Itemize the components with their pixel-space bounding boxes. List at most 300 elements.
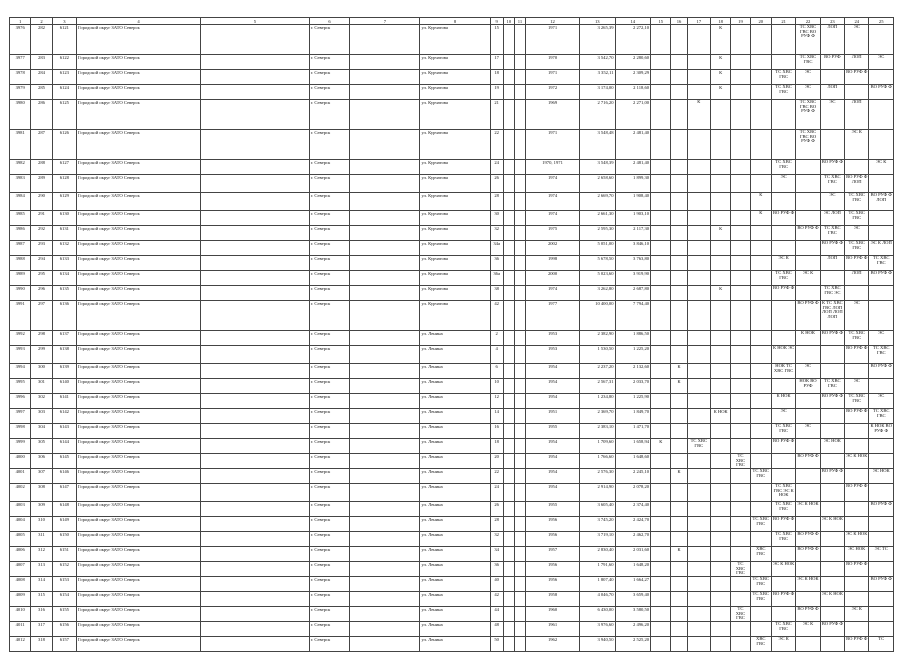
cell-col-3: 6127 (52, 160, 76, 175)
cell-col-4: Городской округ ЗАТО Северск (77, 160, 201, 175)
cell-col-7 (350, 454, 420, 469)
table-row (10, 532, 894, 547)
cell-col-24: ВО РУФ Ф (845, 70, 869, 85)
cell-col-2: 294 (31, 256, 52, 271)
cell-col-8: ул. Ленина (420, 379, 490, 394)
cell-col-15 (651, 364, 671, 379)
cell-col-15 (651, 55, 671, 70)
cell-col-2: 312 (31, 547, 52, 562)
cell-col-11 (514, 394, 525, 409)
cell-col-3: 6131 (52, 226, 76, 241)
cell-col-24 (845, 502, 869, 517)
cell-col-14: 1 658,94 (615, 439, 651, 454)
cell-col-14: 3 659,40 (615, 592, 651, 607)
cell-col-8: ул. Курчатова (420, 226, 490, 241)
cell-col-19 (731, 469, 750, 484)
cell-col-11 (514, 364, 525, 379)
cell-col-3: 6125 (52, 100, 76, 130)
cell-col-12: 1954 (526, 364, 580, 379)
cell-col-14: 1 648,60 (615, 454, 651, 469)
cell-col-1: 3993 (10, 346, 31, 364)
cell-col-8: ул. Ленина (420, 607, 490, 622)
cell-col-2: 291 (31, 211, 52, 226)
cell-col-25: ЭС К (869, 160, 894, 175)
cell-col-4: Городской округ ЗАТО Северск (77, 517, 201, 532)
cell-col-15 (651, 331, 671, 346)
cell-col-23 (820, 409, 844, 424)
table-row (10, 547, 894, 562)
table-row (10, 70, 894, 85)
cell-col-23: ВО РУФ Ф (820, 241, 844, 256)
cell-col-1: 3987 (10, 241, 31, 256)
cell-col-23 (820, 607, 844, 622)
cell-col-18 (711, 364, 731, 379)
cell-col-9: 34а (490, 241, 503, 256)
cell-col-23: ВО РУФ Ф (820, 160, 844, 175)
cell-col-17 (687, 211, 710, 226)
cell-col-13: 5 051,00 (579, 241, 615, 256)
cell-col-12: 1951 (526, 409, 580, 424)
cell-col-23: ЛОП (820, 256, 844, 271)
table-row (10, 193, 894, 211)
cell-col-5 (200, 562, 309, 577)
cell-col-6: г. Северск (309, 364, 350, 379)
cell-col-11 (514, 439, 525, 454)
cell-col-6: г. Северск (309, 517, 350, 532)
cell-col-9: 42 (490, 301, 503, 331)
cell-col-16 (671, 160, 687, 175)
cell-col-3: 6134 (52, 271, 76, 286)
cell-col-10 (503, 55, 514, 70)
cell-col-20 (750, 607, 771, 622)
cell-col-9: 18 (490, 439, 503, 454)
cell-col-15 (651, 160, 671, 175)
cell-col-24 (845, 286, 869, 301)
cell-col-23: ЛОП (820, 25, 844, 55)
cell-col-24: ВО РУФ Ф (845, 346, 869, 364)
cell-col-25: ЭС (869, 394, 894, 409)
cell-col-10 (503, 469, 514, 484)
cell-col-8: ул. Ленина (420, 346, 490, 364)
cell-col-20 (750, 55, 771, 70)
cell-col-16 (671, 193, 687, 211)
cell-col-6: г. Северск (309, 394, 350, 409)
cell-col-19 (731, 364, 750, 379)
cell-col-21: К НОК (771, 394, 795, 409)
cell-col-10 (503, 346, 514, 364)
cell-col-5 (200, 547, 309, 562)
cell-col-18: К НОК (711, 409, 731, 424)
cell-col-23 (820, 637, 844, 652)
cell-col-2: 303 (31, 409, 52, 424)
cell-col-9: 24 (490, 160, 503, 175)
cell-col-9: 18 (490, 70, 503, 85)
cell-col-7 (350, 364, 420, 379)
cell-col-25 (869, 484, 894, 502)
cell-col-5 (200, 193, 309, 211)
table-row (10, 271, 894, 286)
cell-col-22: ЭС К НОК (796, 502, 820, 517)
cell-col-21: ВО РУФ Ф (771, 517, 795, 532)
cell-col-11 (514, 226, 525, 241)
cell-col-13: 2 669,70 (579, 193, 615, 211)
cell-col-5 (200, 454, 309, 469)
cell-col-2: 313 (31, 562, 52, 577)
cell-col-8: ул. Курчатова (420, 130, 490, 160)
cell-col-10 (503, 193, 514, 211)
cell-col-13: 3 262,80 (579, 286, 615, 301)
cell-col-7 (350, 226, 420, 241)
cell-col-22 (796, 592, 820, 607)
cell-col-8: ул. Ленина (420, 409, 490, 424)
cell-col-20 (750, 379, 771, 394)
cell-col-21: ТС ХВС ГВС (771, 85, 795, 100)
cell-col-12: 1954 (526, 484, 580, 502)
cell-col-25: ЭС К ЛОП (869, 241, 894, 256)
cell-col-13: 1 234,80 (579, 394, 615, 409)
cell-col-1: 4000 (10, 454, 31, 469)
cell-col-6: г. Северск (309, 25, 350, 55)
cell-col-12: 1955 (526, 502, 580, 517)
cell-col-15 (651, 424, 671, 439)
cell-col-24 (845, 160, 869, 175)
cell-col-11 (514, 256, 525, 271)
cell-col-2: 289 (31, 175, 52, 193)
cell-col-6: г. Северск (309, 607, 350, 622)
table-row (10, 454, 894, 469)
cell-col-6: г. Северск (309, 301, 350, 331)
cell-col-24: ЭС НОК (845, 547, 869, 562)
cell-col-19 (731, 439, 750, 454)
cell-col-25: ТС ХВС ГВС (869, 409, 894, 424)
cell-col-17 (687, 346, 710, 364)
cell-col-10 (503, 331, 514, 346)
cell-col-16 (671, 454, 687, 469)
cell-col-23: ВО РУФ (820, 55, 844, 70)
cell-col-16: К (671, 364, 687, 379)
cell-col-5 (200, 211, 309, 226)
cell-col-20 (750, 424, 771, 439)
cell-col-3: 6139 (52, 364, 76, 379)
cell-col-23: ТС ХВС ГВС (820, 226, 844, 241)
cell-col-6: г. Северск (309, 100, 350, 130)
cell-col-24: ЭС К (845, 130, 869, 160)
cell-col-2: 317 (31, 622, 52, 637)
cell-col-2: 283 (31, 55, 52, 70)
cell-col-1: 3994 (10, 364, 31, 379)
cell-col-8: ул. Курчатова (420, 160, 490, 175)
cell-col-24 (845, 439, 869, 454)
cell-col-17 (687, 607, 710, 622)
cell-col-10 (503, 502, 514, 517)
cell-col-24: ЛОП (845, 271, 869, 286)
cell-col-14: 1 664,27 (615, 577, 651, 592)
cell-col-5 (200, 346, 309, 364)
column-header-8: 8 (420, 18, 490, 25)
cell-col-1: 4009 (10, 592, 31, 607)
cell-col-17 (687, 271, 710, 286)
cell-col-14: 2 424,70 (615, 517, 651, 532)
cell-col-22 (796, 484, 820, 502)
cell-col-3: 6121 (52, 25, 76, 55)
cell-col-9: 6 (490, 364, 503, 379)
cell-col-16 (671, 130, 687, 160)
table-row (10, 409, 894, 424)
cell-col-16 (671, 484, 687, 502)
cell-col-14: 1 849,70 (615, 409, 651, 424)
cell-col-21 (771, 469, 795, 484)
cell-col-18 (711, 394, 731, 409)
table-row (10, 85, 894, 100)
cell-col-16 (671, 256, 687, 271)
cell-col-14: 2 496,20 (615, 622, 651, 637)
cell-col-10 (503, 160, 514, 175)
cell-col-12: 1954 (526, 454, 580, 469)
cell-col-15 (651, 502, 671, 517)
cell-col-24: ТС ХВС ГВС (845, 211, 869, 226)
cell-col-5 (200, 517, 309, 532)
cell-col-18 (711, 547, 731, 562)
cell-col-3: 6124 (52, 85, 76, 100)
cell-col-10 (503, 622, 514, 637)
cell-col-11 (514, 547, 525, 562)
cell-col-13: 3 745,20 (579, 517, 615, 532)
cell-col-5 (200, 379, 309, 394)
cell-col-11 (514, 484, 525, 502)
cell-col-22 (796, 175, 820, 193)
cell-col-5 (200, 130, 309, 160)
cell-col-5 (200, 70, 309, 85)
cell-col-18 (711, 241, 731, 256)
cell-col-2: 306 (31, 454, 52, 469)
cell-col-9: 42 (490, 592, 503, 607)
cell-col-23: ЭС ЛОП (820, 211, 844, 226)
cell-col-19 (731, 331, 750, 346)
column-header-11: 11 (514, 18, 525, 25)
cell-col-25 (869, 130, 894, 160)
cell-col-3: 6130 (52, 211, 76, 226)
cell-col-11 (514, 271, 525, 286)
cell-col-23: ВО РУФ Ф (820, 394, 844, 409)
cell-col-6: г. Северск (309, 547, 350, 562)
cell-col-18 (711, 301, 731, 331)
cell-col-8: ул. Курчатова (420, 85, 490, 100)
cell-col-21 (771, 547, 795, 562)
cell-col-14: 1 886,50 (615, 331, 651, 346)
cell-col-4: Городской округ ЗАТО Северск (77, 607, 201, 622)
cell-col-10 (503, 454, 514, 469)
cell-col-2: 293 (31, 241, 52, 256)
cell-col-1: 3978 (10, 70, 31, 85)
cell-col-20 (750, 364, 771, 379)
cell-col-5 (200, 577, 309, 592)
cell-col-16 (671, 517, 687, 532)
cell-col-12: 1971 (526, 130, 580, 160)
cell-col-1: 3980 (10, 100, 31, 130)
cell-col-11 (514, 532, 525, 547)
cell-col-2: 286 (31, 100, 52, 130)
cell-col-2: 305 (31, 439, 52, 454)
cell-col-13: 3 976,60 (579, 622, 615, 637)
cell-col-20 (750, 439, 771, 454)
cell-col-3: 6133 (52, 256, 76, 271)
cell-col-17 (687, 622, 710, 637)
cell-col-17 (687, 394, 710, 409)
cell-col-4: Городской округ ЗАТО Северск (77, 271, 201, 286)
cell-col-20: К (750, 211, 771, 226)
cell-col-22: ЭС (796, 85, 820, 100)
cell-col-11 (514, 454, 525, 469)
cell-col-17 (687, 256, 710, 271)
cell-col-2: 297 (31, 301, 52, 331)
table-row (10, 256, 894, 271)
cell-col-21: ТС ХВС ГВС (771, 160, 795, 175)
cell-col-19 (731, 160, 750, 175)
cell-col-5 (200, 409, 309, 424)
cell-col-22 (796, 256, 820, 271)
cell-col-23 (820, 502, 844, 517)
cell-col-4: Городской округ ЗАТО Северск (77, 394, 201, 409)
column-header-3: 3 (52, 18, 76, 25)
cell-col-9: 28 (490, 517, 503, 532)
cell-col-4: Городской округ ЗАТО Северск (77, 577, 201, 592)
cell-col-1: 3985 (10, 211, 31, 226)
cell-col-13: 5 678,50 (579, 256, 615, 271)
cell-col-3: 6129 (52, 193, 76, 211)
cell-col-4: Городской округ ЗАТО Северск (77, 346, 201, 364)
cell-col-18 (711, 379, 731, 394)
column-header-24: 24 (845, 18, 869, 25)
cell-col-22 (796, 637, 820, 652)
cell-col-22: ВО РУФ Ф (796, 547, 820, 562)
cell-col-17 (687, 70, 710, 85)
cell-col-8: ул. Ленина (420, 484, 490, 502)
cell-col-23: К ТС ХВС ГВС ЛОП ЛОП ЛОП ЛОП (820, 301, 844, 331)
cell-col-18 (711, 562, 731, 577)
cell-col-19: ТС ХВС ГВС (731, 562, 750, 577)
cell-col-19 (731, 394, 750, 409)
cell-col-23: ВО РУФ Ф (820, 331, 844, 346)
cell-col-12: 1955 (526, 424, 580, 439)
column-header-5: 5 (200, 18, 309, 25)
cell-col-25 (869, 439, 894, 454)
cell-col-3: 6142 (52, 409, 76, 424)
cell-col-17 (687, 130, 710, 160)
cell-col-25 (869, 100, 894, 130)
cell-col-6: г. Северск (309, 175, 350, 193)
cell-col-23: ВО РУФ Ф (820, 622, 844, 637)
cell-col-17 (687, 532, 710, 547)
cell-col-19 (731, 286, 750, 301)
cell-col-4: Городской округ ЗАТО Северск (77, 331, 201, 346)
cell-col-3: 6143 (52, 424, 76, 439)
cell-col-19 (731, 100, 750, 130)
cell-col-2: 307 (31, 469, 52, 484)
cell-col-20 (750, 346, 771, 364)
cell-col-18 (711, 193, 731, 211)
cell-col-7 (350, 547, 420, 562)
cell-col-12: 1970, 1971 (526, 160, 580, 175)
cell-col-4: Городской округ ЗАТО Северск (77, 241, 201, 256)
cell-col-15 (651, 100, 671, 130)
cell-col-6: г. Северск (309, 55, 350, 70)
cell-col-5 (200, 424, 309, 439)
cell-col-3: 6146 (52, 469, 76, 484)
cell-col-24: ЛОП (845, 100, 869, 130)
cell-col-15 (651, 193, 671, 211)
table-row (10, 301, 894, 331)
cell-col-10 (503, 301, 514, 331)
cell-col-14: 3 580,50 (615, 607, 651, 622)
cell-col-21 (771, 226, 795, 241)
cell-col-12: 1977 (526, 301, 580, 331)
cell-col-21: ТС ХВС ГВС ЭС К НОК (771, 484, 795, 502)
cell-col-21: ТС ХВС ГВС (771, 532, 795, 547)
cell-col-23: ЛОП (820, 85, 844, 100)
cell-col-13: 4 046,70 (579, 592, 615, 607)
cell-col-4: Городской округ ЗАТО Северск (77, 592, 201, 607)
cell-col-18 (711, 130, 731, 160)
cell-col-19 (731, 70, 750, 85)
cell-col-23 (820, 532, 844, 547)
cell-col-5 (200, 502, 309, 517)
cell-col-5 (200, 622, 309, 637)
cell-col-24: ЭС (845, 25, 869, 55)
cell-col-24: ВО РУФ Ф (845, 637, 869, 652)
cell-col-13: 2 595,30 (579, 226, 615, 241)
cell-col-21 (771, 454, 795, 469)
cell-col-17 (687, 55, 710, 70)
cell-col-11 (514, 331, 525, 346)
cell-col-7 (350, 160, 420, 175)
cell-col-16 (671, 637, 687, 652)
cell-col-14: 2 687,80 (615, 286, 651, 301)
cell-col-22: ЭС (796, 424, 820, 439)
cell-col-17 (687, 562, 710, 577)
cell-col-16 (671, 439, 687, 454)
cell-col-12: 1974 (526, 193, 580, 211)
cell-col-17 (687, 364, 710, 379)
cell-col-18: К (711, 85, 731, 100)
cell-col-15 (651, 25, 671, 55)
cell-col-10 (503, 394, 514, 409)
cell-col-25: ВО РУФ Ф ЛОП (869, 193, 894, 211)
cell-col-4: Городской округ ЗАТО Северск (77, 454, 201, 469)
cell-col-7 (350, 577, 420, 592)
cell-col-19 (731, 256, 750, 271)
cell-col-2: 284 (31, 70, 52, 85)
cell-col-1: 3992 (10, 331, 31, 346)
cell-col-9: 30 (490, 211, 503, 226)
cell-col-15 (651, 577, 671, 592)
cell-col-13: 3 548,48 (579, 130, 615, 160)
cell-col-17 (687, 637, 710, 652)
cell-col-8: ул. Ленина (420, 469, 490, 484)
cell-col-3: 6141 (52, 394, 76, 409)
cell-col-19 (731, 226, 750, 241)
cell-col-1: 3982 (10, 160, 31, 175)
cell-col-18: К (711, 286, 731, 301)
cell-col-12: 1975 (526, 226, 580, 241)
cell-col-17 (687, 301, 710, 331)
cell-col-14: 2 271,00 (615, 100, 651, 130)
cell-col-9: 48 (490, 622, 503, 637)
cell-col-5 (200, 592, 309, 607)
cell-col-20 (750, 226, 771, 241)
cell-col-18: К (711, 226, 731, 241)
cell-col-15 (651, 271, 671, 286)
cell-col-12: 1957 (526, 547, 580, 562)
